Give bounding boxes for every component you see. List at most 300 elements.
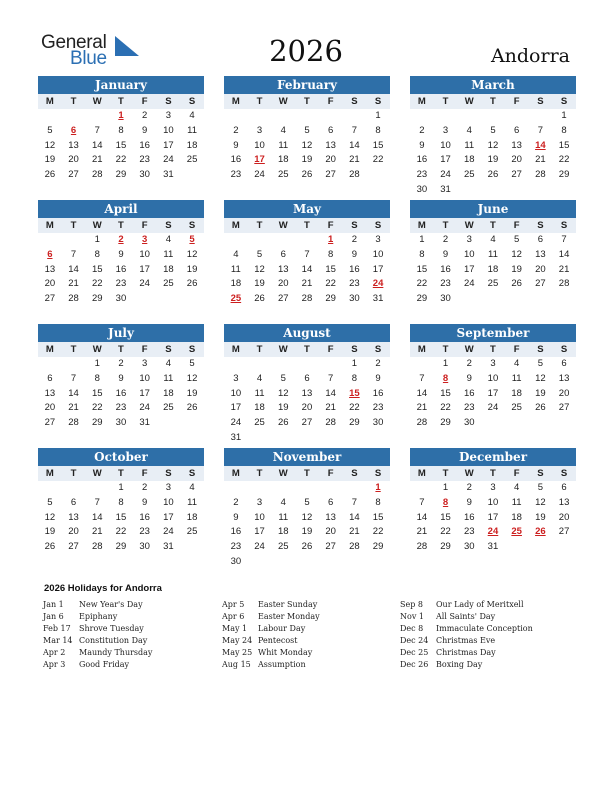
holiday-item <box>400 647 580 659</box>
day-cell: 18 <box>163 387 174 399</box>
weekday-label: T <box>118 220 124 231</box>
day-cell: 14 <box>325 387 336 399</box>
weekday-header <box>38 466 204 481</box>
day-cell: 12 <box>511 248 522 260</box>
empty-cell <box>224 233 248 248</box>
day-cell: 15 <box>372 511 384 523</box>
day-cell: 3 <box>233 372 239 384</box>
day-cell: 20 <box>277 278 289 290</box>
holidays-title: 2026 Holidays for Andorra <box>44 583 162 594</box>
day-cell: 10 <box>139 372 150 384</box>
day-cell: 16 <box>230 526 242 538</box>
weekday-label: T <box>70 344 77 355</box>
empty-cell <box>271 109 295 124</box>
day-cell: 26 <box>186 402 198 414</box>
day-cell: 16 <box>440 263 451 275</box>
day-cell: 15 <box>440 511 451 523</box>
day-cell: 26 <box>301 169 313 181</box>
holiday-item <box>400 611 580 623</box>
day-cell: 16 <box>463 387 475 399</box>
day-cell: 10 <box>254 511 265 523</box>
weekday-label: F <box>513 344 520 355</box>
day-cell: 7 <box>70 248 77 260</box>
day-cell: 10 <box>254 139 265 151</box>
day-cell: 26 <box>487 169 499 181</box>
day-cell: 17 <box>163 139 174 151</box>
day-cell: 5 <box>304 496 310 508</box>
day-cell: 1 <box>351 358 358 369</box>
day-cell: 20 <box>535 263 546 275</box>
weekday-label: F <box>141 344 148 355</box>
day-cell: 7 <box>351 124 358 136</box>
day-cell: 28 <box>416 541 428 553</box>
day-cell: 24 <box>163 526 174 538</box>
day-cell: 14 <box>91 511 103 523</box>
day-cell: 20 <box>44 402 56 414</box>
weekday-label: S <box>351 220 358 231</box>
weekday-header <box>38 218 204 233</box>
day-cell: 1 <box>419 234 425 245</box>
day-cell: 25 <box>487 278 499 290</box>
day-cell: 15 <box>115 511 127 523</box>
day-cell: 23 <box>463 402 475 414</box>
holiday-day: 1 <box>375 482 381 493</box>
empty-cell <box>319 109 343 124</box>
holiday-name: Christmas Eve <box>436 636 496 646</box>
weekday-label: W <box>278 220 288 231</box>
day-cell: 6 <box>328 496 334 508</box>
day-cell: 27 <box>68 541 79 553</box>
day-cell: 12 <box>535 372 546 384</box>
day-cell: 22 <box>325 278 336 290</box>
empty-cell <box>38 109 62 124</box>
weekday-label: M <box>45 344 54 355</box>
weekday-label: T <box>70 220 77 231</box>
day-grid <box>38 357 204 431</box>
holiday-name: Whit Monday <box>258 648 313 658</box>
month-title: July <box>38 324 204 342</box>
day-cell: 20 <box>68 154 79 166</box>
empty-cell <box>481 109 505 124</box>
day-cell: 23 <box>416 169 428 181</box>
day-cell: 12 <box>277 387 289 399</box>
weekday-label: W <box>92 220 102 231</box>
day-cell: 21 <box>301 278 313 290</box>
day-cell: 16 <box>230 154 242 166</box>
day-cell: 9 <box>233 511 239 523</box>
day-cell: 25 <box>463 169 475 181</box>
day-cell: 8 <box>561 124 567 136</box>
day-cell: 18 <box>186 139 198 151</box>
day-cell: 17 <box>487 387 499 399</box>
month-august <box>224 324 390 446</box>
day-cell: 19 <box>535 511 546 523</box>
day-cell: 9 <box>442 248 449 260</box>
holiday-item <box>222 635 402 647</box>
holiday-item <box>43 659 223 671</box>
holiday-item <box>43 611 223 623</box>
day-cell: 18 <box>277 154 289 166</box>
day-cell: 10 <box>487 496 499 508</box>
day-grid <box>224 357 390 446</box>
day-cell: 26 <box>535 402 546 414</box>
weekday-label: T <box>490 96 496 107</box>
month-july <box>38 324 204 431</box>
weekday-label: T <box>256 468 263 479</box>
day-cell: 29 <box>115 541 127 553</box>
day-cell: 6 <box>280 248 286 260</box>
empty-cell <box>85 109 109 124</box>
day-cell: 28 <box>349 169 360 181</box>
day-cell: 20 <box>325 526 336 538</box>
day-cell: 12 <box>44 139 56 151</box>
holiday-name: Shrove Tuesday <box>79 624 144 634</box>
empty-cell <box>62 357 86 372</box>
empty-cell <box>319 481 343 496</box>
holiday-day: 25 <box>511 526 522 538</box>
day-cell: 9 <box>118 372 124 384</box>
day-cell: 11 <box>163 372 174 384</box>
weekday-label: W <box>278 468 288 479</box>
day-cell: 23 <box>349 278 360 290</box>
day-cell: 30 <box>440 293 451 305</box>
day-cell: 14 <box>349 511 360 523</box>
holiday-item <box>400 659 580 671</box>
day-cell: 3 <box>256 496 263 508</box>
day-cell: 13 <box>325 511 336 523</box>
empty-cell <box>529 109 553 124</box>
weekday-label: W <box>464 220 474 231</box>
empty-cell <box>505 109 529 124</box>
day-cell: 5 <box>256 248 263 260</box>
day-cell: 21 <box>91 154 103 166</box>
day-cell: 31 <box>163 169 174 181</box>
day-cell: 23 <box>115 278 127 290</box>
day-cell: 15 <box>115 139 127 151</box>
day-cell: 4 <box>466 124 472 136</box>
weekday-label: F <box>327 220 334 231</box>
day-cell: 13 <box>511 139 522 151</box>
day-cell: 11 <box>187 124 197 136</box>
holiday-date: Nov 1 <box>400 612 424 622</box>
day-cell: 13 <box>68 511 79 523</box>
day-cell: 10 <box>440 139 451 151</box>
empty-cell <box>295 109 319 124</box>
holiday-name: Our Lady of Meritxell <box>436 600 524 609</box>
day-cell: 26 <box>44 541 56 553</box>
weekday-label: S <box>351 468 358 479</box>
weekday-label: T <box>256 344 263 355</box>
weekday-header <box>410 466 576 481</box>
day-cell: 15 <box>440 387 451 399</box>
month-title: January <box>38 76 204 94</box>
holiday-date: Dec 25 <box>400 648 429 658</box>
month-title: May <box>224 200 390 218</box>
holiday-day: 1 <box>118 110 124 121</box>
holiday-day: 24 <box>487 526 499 538</box>
day-cell: 9 <box>233 139 239 151</box>
day-cell: 26 <box>44 169 56 181</box>
day-cell: 21 <box>349 526 360 538</box>
weekday-label: F <box>513 468 520 479</box>
day-cell: 22 <box>115 526 127 538</box>
weekday-label: W <box>278 96 288 107</box>
day-cell: 11 <box>254 387 265 399</box>
day-cell: 13 <box>277 263 289 275</box>
weekday-label: M <box>45 220 54 231</box>
day-cell: 19 <box>254 278 265 290</box>
day-cell: 23 <box>139 154 150 166</box>
day-cell: 28 <box>301 293 313 305</box>
day-cell: 15 <box>372 139 384 151</box>
day-cell: 4 <box>233 248 239 260</box>
weekday-label: W <box>92 96 102 107</box>
day-cell: 19 <box>186 387 198 399</box>
weekday-label: T <box>304 96 310 107</box>
day-cell: 13 <box>301 387 313 399</box>
holiday-item <box>400 599 580 611</box>
holiday-item <box>400 623 580 635</box>
day-cell: 21 <box>91 526 103 538</box>
day-cell: 29 <box>91 293 103 305</box>
weekday-label: S <box>537 220 544 231</box>
day-cell: 17 <box>440 154 451 166</box>
weekday-label: W <box>92 344 102 355</box>
day-cell: 10 <box>163 496 174 508</box>
day-cell: 2 <box>142 110 148 121</box>
day-cell: 14 <box>416 511 428 523</box>
day-cell: 1 <box>118 482 124 493</box>
day-cell: 4 <box>189 110 195 121</box>
day-cell: 19 <box>186 263 198 275</box>
holiday-date: Feb 17 <box>43 624 71 634</box>
day-cell: 13 <box>535 248 546 260</box>
holiday-name: Assumption <box>258 660 306 670</box>
weekday-label: W <box>464 344 474 355</box>
day-cell: 25 <box>163 402 174 414</box>
weekday-label: T <box>118 96 124 107</box>
day-cell: 3 <box>165 110 172 121</box>
weekday-label: T <box>118 468 124 479</box>
day-cell: 10 <box>230 387 242 399</box>
holiday-day: 26 <box>535 526 546 538</box>
day-cell: 27 <box>558 526 570 538</box>
day-cell: 5 <box>280 372 286 384</box>
empty-cell <box>410 109 434 124</box>
day-cell: 18 <box>163 263 174 275</box>
day-cell: 29 <box>91 417 103 429</box>
holiday-date: May 24 <box>222 636 253 646</box>
weekday-label: W <box>278 344 288 355</box>
holiday-name: Epiphany <box>79 612 118 622</box>
weekday-header <box>410 94 576 109</box>
day-cell: 20 <box>44 278 56 290</box>
day-cell: 8 <box>118 124 124 136</box>
holiday-day: 6 <box>47 248 53 260</box>
weekday-label: W <box>464 468 474 479</box>
holiday-date: Apr 3 <box>43 660 66 670</box>
day-cell: 9 <box>466 372 472 384</box>
day-cell: 18 <box>487 263 499 275</box>
day-cell: 31 <box>230 431 242 443</box>
day-cell: 26 <box>301 541 313 553</box>
holiday-item <box>43 635 223 647</box>
day-cell: 27 <box>44 417 56 429</box>
empty-cell <box>248 357 272 372</box>
day-cell: 28 <box>91 169 103 181</box>
day-cell: 16 <box>416 154 428 166</box>
day-cell: 17 <box>230 402 242 414</box>
holiday-name: Pentecost <box>258 636 298 646</box>
day-cell: 17 <box>139 263 150 275</box>
holiday-date: May 1 <box>222 624 248 634</box>
day-cell: 20 <box>68 526 79 538</box>
day-cell: 7 <box>328 372 334 384</box>
weekday-label: T <box>256 220 263 231</box>
day-cell: 31 <box>163 541 174 553</box>
empty-cell <box>62 233 86 248</box>
day-cell: 25 <box>277 541 289 553</box>
day-cell: 29 <box>558 169 570 181</box>
day-cell: 5 <box>47 496 53 508</box>
day-cell: 28 <box>558 278 570 290</box>
weekday-label: S <box>165 96 172 107</box>
day-cell: 29 <box>349 417 360 429</box>
day-cell: 22 <box>372 154 384 166</box>
day-cell: 2 <box>233 124 239 136</box>
holiday-column <box>43 599 223 672</box>
day-cell: 8 <box>375 496 381 508</box>
day-cell: 4 <box>514 358 520 369</box>
holiday-day: 3 <box>142 234 148 245</box>
day-cell: 1 <box>94 234 100 245</box>
day-cell: 30 <box>372 417 384 429</box>
holiday-day: 17 <box>254 154 265 166</box>
month-may <box>224 200 390 307</box>
weekday-header <box>224 466 390 481</box>
weekday-label: F <box>141 220 148 231</box>
day-cell: 10 <box>372 248 384 260</box>
day-cell: 6 <box>537 234 544 245</box>
day-cell: 24 <box>440 169 451 181</box>
day-cell: 4 <box>165 234 172 245</box>
day-cell: 24 <box>463 278 475 290</box>
day-cell: 13 <box>325 139 336 151</box>
day-cell: 23 <box>139 526 150 538</box>
empty-cell <box>62 109 86 124</box>
day-cell: 12 <box>301 139 313 151</box>
holiday-name: Maundy Thursday <box>79 648 153 658</box>
month-title: August <box>224 324 390 342</box>
day-cell: 19 <box>487 154 499 166</box>
empty-cell <box>295 357 319 372</box>
day-cell: 29 <box>325 293 336 305</box>
empty-cell <box>295 481 319 496</box>
day-cell: 18 <box>463 154 475 166</box>
weekday-label: S <box>537 96 544 107</box>
day-cell: 19 <box>535 387 546 399</box>
day-cell: 7 <box>304 248 310 260</box>
day-cell: 11 <box>511 496 522 508</box>
weekday-label: M <box>45 468 54 479</box>
day-cell: 2 <box>118 358 124 369</box>
holiday-date: Dec 8 <box>400 624 424 634</box>
day-cell: 28 <box>68 417 79 429</box>
logo-general-text: General <box>41 32 107 53</box>
day-cell: 27 <box>558 402 570 414</box>
holiday-date: Mar 14 <box>43 636 73 646</box>
day-cell: 8 <box>118 496 124 508</box>
day-cell: 18 <box>277 526 289 538</box>
day-cell: 19 <box>44 526 56 538</box>
holiday-day: 1 <box>328 234 334 245</box>
day-cell: 11 <box>488 248 498 260</box>
day-cell: 1 <box>442 482 449 493</box>
day-cell: 30 <box>463 541 475 553</box>
empty-cell <box>271 357 295 372</box>
empty-cell <box>62 481 86 496</box>
empty-cell <box>295 233 319 248</box>
day-cell: 11 <box>511 372 522 384</box>
month-october <box>38 448 204 555</box>
weekday-label: M <box>417 96 426 107</box>
day-cell: 8 <box>94 248 100 260</box>
holiday-item <box>222 599 402 611</box>
day-cell: 7 <box>70 372 77 384</box>
weekday-header <box>224 218 390 233</box>
holiday-name: Boxing Day <box>436 660 483 670</box>
holiday-name: Easter Monday <box>258 612 320 622</box>
weekday-header <box>38 342 204 357</box>
day-cell: 11 <box>464 139 475 151</box>
holiday-item <box>43 599 223 611</box>
day-cell: 2 <box>419 124 425 136</box>
day-cell: 25 <box>277 169 289 181</box>
day-cell: 8 <box>419 248 425 260</box>
day-cell: 12 <box>186 248 198 260</box>
day-cell: 28 <box>535 169 546 181</box>
weekday-label: T <box>304 468 310 479</box>
weekday-label: M <box>45 96 54 107</box>
weekday-label: S <box>374 220 382 231</box>
day-cell: 16 <box>349 263 360 275</box>
holiday-name: Immaculate Conception <box>436 624 533 634</box>
day-cell: 29 <box>440 541 451 553</box>
weekday-label: F <box>327 96 334 107</box>
day-cell: 22 <box>558 154 570 166</box>
day-cell: 24 <box>487 402 499 414</box>
day-cell: 7 <box>94 124 100 136</box>
logo-blue-text: Blue <box>70 48 107 69</box>
day-cell: 17 <box>487 511 499 523</box>
month-title: September <box>410 324 576 342</box>
day-cell: 12 <box>186 372 198 384</box>
day-cell: 12 <box>301 511 313 523</box>
holiday-name: New Year's Day <box>79 600 143 609</box>
day-cell: 8 <box>328 248 334 260</box>
holiday-date: Apr 2 <box>43 648 66 658</box>
holiday-item <box>222 647 402 659</box>
weekday-label: T <box>70 468 77 479</box>
weekday-label: S <box>165 220 172 231</box>
holiday-name: All Saints' Day <box>436 612 496 622</box>
day-cell: 28 <box>325 417 336 429</box>
day-cell: 7 <box>419 372 425 384</box>
weekday-header <box>410 342 576 357</box>
day-cell: 13 <box>558 496 570 508</box>
day-cell: 18 <box>254 402 265 414</box>
day-cell: 17 <box>139 387 150 399</box>
